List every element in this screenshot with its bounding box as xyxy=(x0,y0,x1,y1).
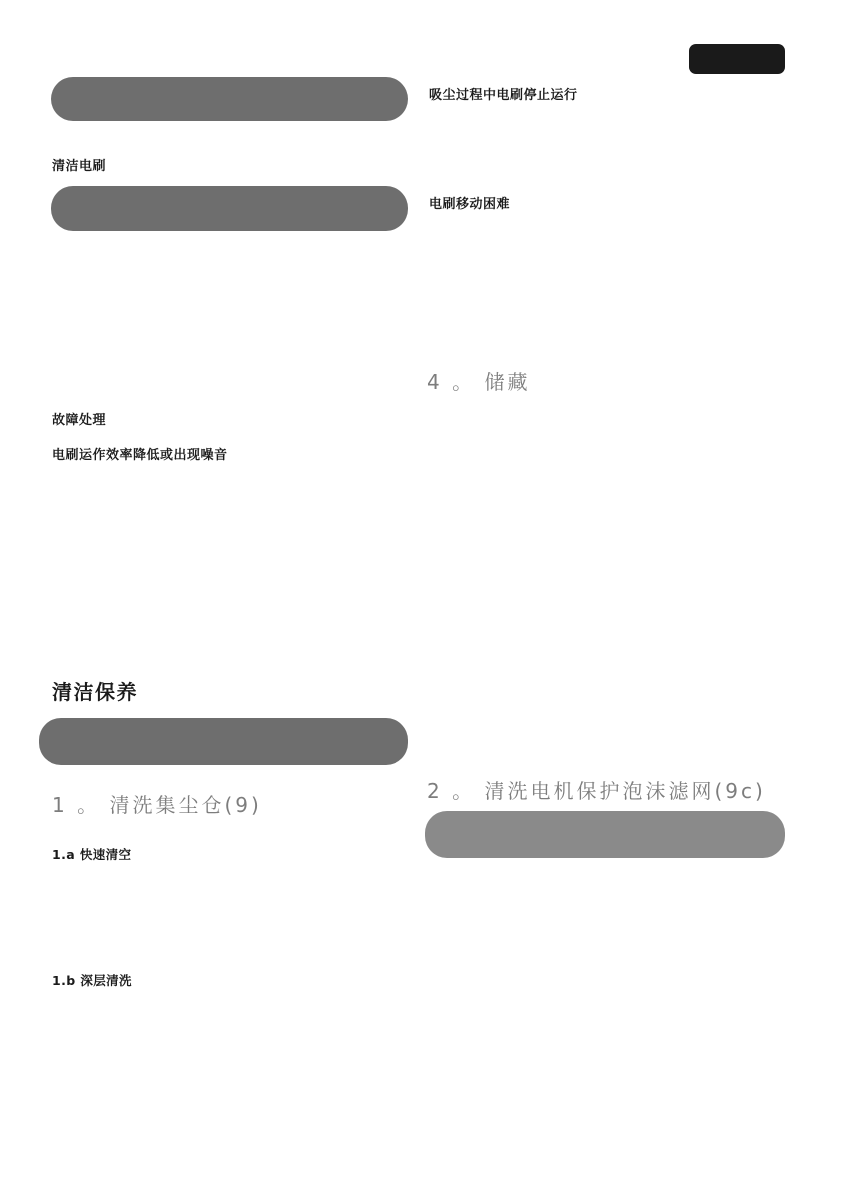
section-1b-label: 1.b 深层清洗 xyxy=(52,973,132,988)
troubleshooting-heading: 故障处理 xyxy=(52,413,107,428)
section-2-heading: 2 。 清洗电机保护泡沫滤网(9c) xyxy=(427,779,766,803)
redaction-bar-1 xyxy=(51,77,408,121)
clean-brush-label: 清洁电刷 xyxy=(52,159,107,174)
redaction-bar-4 xyxy=(425,811,785,858)
storage-heading: 4 。 储藏 xyxy=(427,370,531,394)
brush-stop-text: 吸尘过程中电刷停止运行 xyxy=(429,88,578,103)
redaction-bar-2 xyxy=(51,186,408,231)
maintenance-heading: 清洁保养 xyxy=(52,680,138,704)
redaction-bar-3 xyxy=(39,718,408,765)
section-1a-label: 1.a 快速清空 xyxy=(52,847,132,862)
brush-move-difficult-text: 电刷移动困难 xyxy=(429,197,511,212)
troubleshooting-text: 电刷运作效率降低或出现噪音 xyxy=(52,448,228,463)
page-corner-tab xyxy=(689,44,785,74)
section-1-heading: 1 。 清洗集尘仓(9) xyxy=(52,793,262,817)
